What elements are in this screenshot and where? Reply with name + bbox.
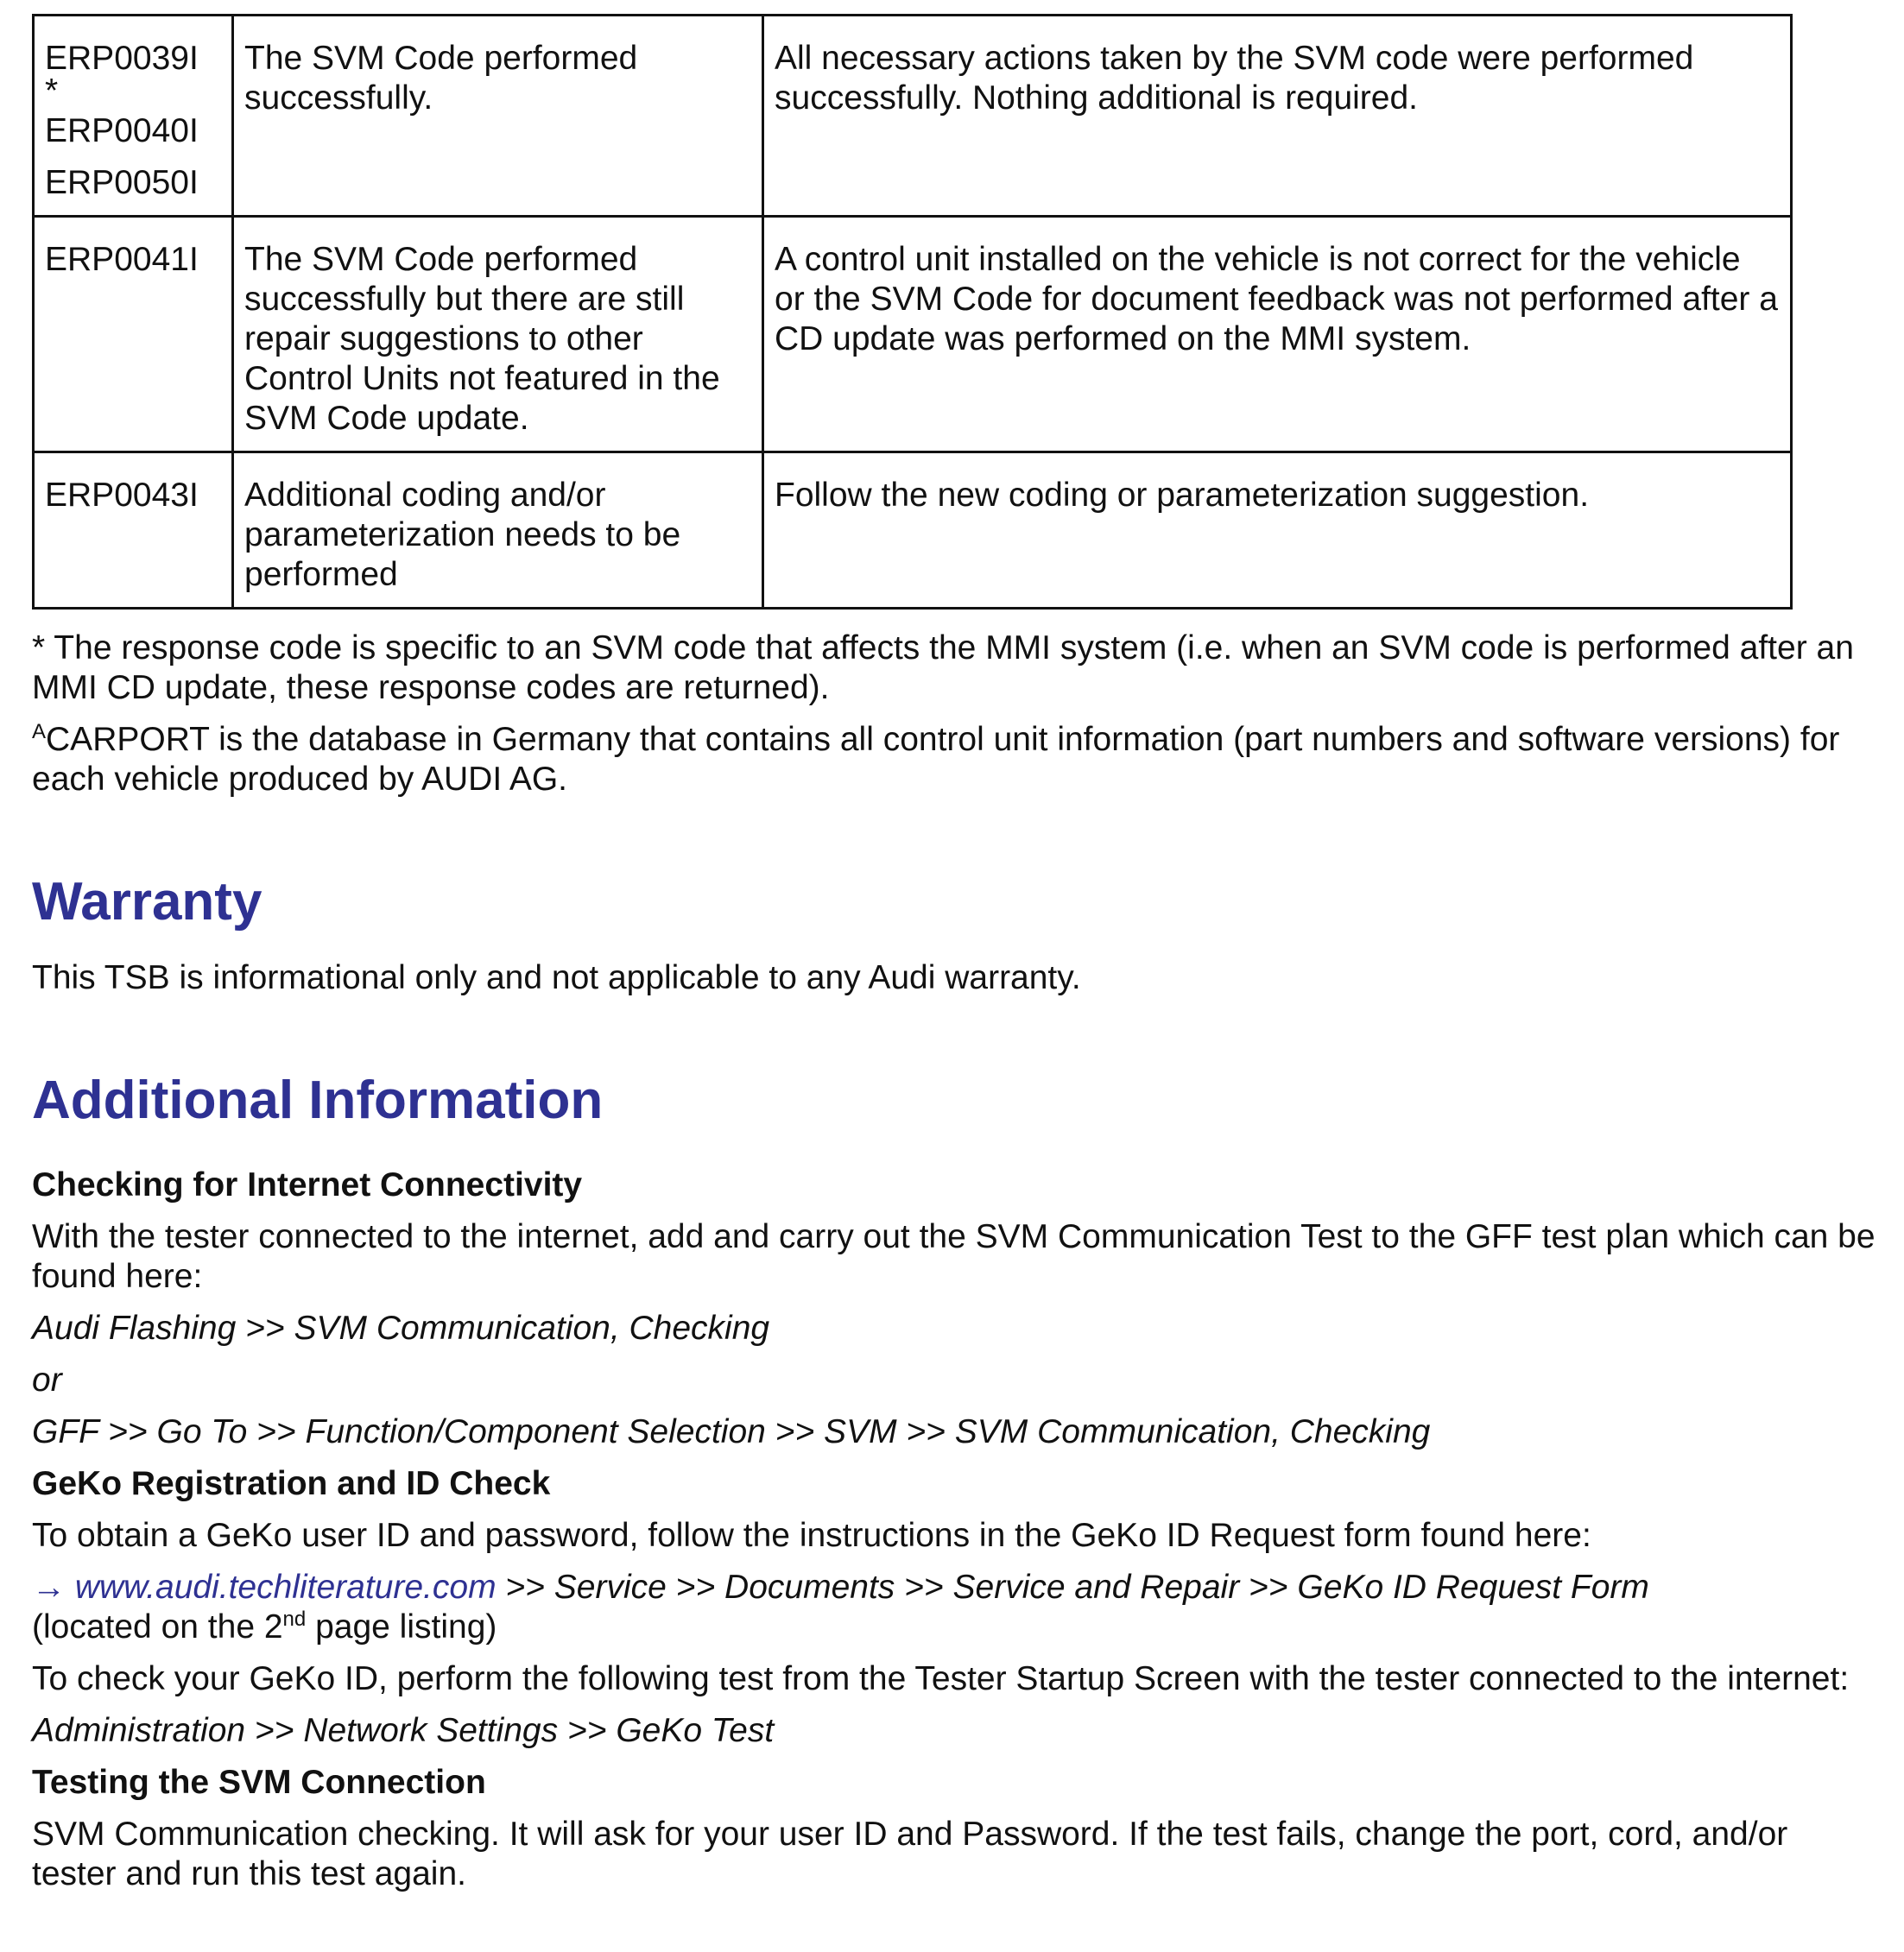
link-path: >> Service >> Documents >> Service and Repair >> GeKo ID Request Form (496, 1569, 1649, 1606)
asterisk-marker: * (45, 73, 59, 110)
action-cell: A control unit installed on the vehicle is not correct for the vehicle or the SVM Code for document feedback was not performed after a CD update was performed on the MMI system. (763, 217, 1792, 452)
geko-link-line (32, 1568, 1880, 1647)
internet-check-heading: Checking for Internet Connectivity (32, 1166, 583, 1203)
geko-registration-text: To obtain a GeKo user ID and password, follow the instructions in the GeKo ID Request form found here: (32, 1517, 1591, 1554)
footnote-marker: A (32, 720, 47, 743)
arrow-icon: → (32, 1569, 66, 1606)
warranty-text: This TSB is informational only and not applicable to any Audi warranty. (32, 959, 1081, 996)
response-code: ERP0041I (45, 241, 199, 278)
svm-test-heading: Testing the SVM Connection (32, 1764, 486, 1801)
code-cell (34, 217, 233, 452)
description-cell: The SVM Code performed successfully but there are still repair suggestions to other Control Units not featured in the SVM Code update. (233, 217, 763, 452)
response-code: ERP0043I (45, 477, 199, 514)
ordinal-suffix: nd (282, 1608, 307, 1631)
response-code-table (32, 14, 1793, 610)
code-cell (34, 452, 233, 609)
or-text: or (32, 1361, 62, 1399)
description-cell: The SVM Code performed successfully. (233, 16, 763, 217)
located-text: (located on the 2 (32, 1608, 283, 1646)
techliterature-link[interactable]: www.audi.techliterature.com (74, 1569, 497, 1606)
description-cell: Additional coding and/or parameterization needs to be performed (233, 452, 763, 609)
additional-info-heading: Additional Information (32, 1071, 604, 1130)
table-row (34, 452, 1792, 609)
svm-test-text: SVM Communication checking. It will ask for your user ID and Password. If the test fails, change the port, cord, and/or tester and run this test again. (32, 1816, 1788, 1892)
carport-footnote (32, 720, 1880, 799)
carport-footnote-text: CARPORT is the database in Germany that contains all control unit information (part numbers and software versions) for each vehicle produced by AUDI AG. (32, 721, 1840, 798)
geko-registration-heading: GeKo Registration and ID Check (32, 1465, 551, 1502)
action-cell: All necessary actions taken by the SVM code were performed successfully. Nothing additional is required. (763, 16, 1792, 217)
menu-path: Administration >> Network Settings >> GeKo Test (32, 1712, 775, 1749)
menu-path: Audi Flashing >> SVM Communication, Checking (32, 1310, 770, 1347)
action-cell: Follow the new coding or parameterization suggestion. (763, 452, 1792, 609)
response-code: ERP0040I (45, 112, 199, 149)
response-code: ERP0039I (45, 40, 199, 77)
document-page (32, 14, 1880, 1894)
internet-check-text: With the tester connected to the internet, add and carry out the SVM Communication Test to the GFF test plan which can be found here: (32, 1218, 1876, 1295)
menu-path: GFF >> Go To >> Function/Component Selection >> SVM >> SVM Communication, Checking (32, 1413, 1431, 1450)
response-code: ERP0050I (45, 164, 199, 201)
code-cell (34, 16, 233, 217)
geko-check-text: To check your GeKo ID, perform the following test from the Tester Startup Screen with the tester connected to the internet: (32, 1660, 1850, 1697)
located-text-end: page listing) (306, 1608, 497, 1646)
table-row (34, 217, 1792, 452)
asterisk-footnote: * The response code is specific to an SVM code that affects the MMI system (i.e. when an SVM code is performed after an MMI CD update, these response codes are returned). (32, 629, 1854, 706)
warranty-heading: Warranty (32, 872, 263, 932)
table-row (34, 16, 1792, 217)
